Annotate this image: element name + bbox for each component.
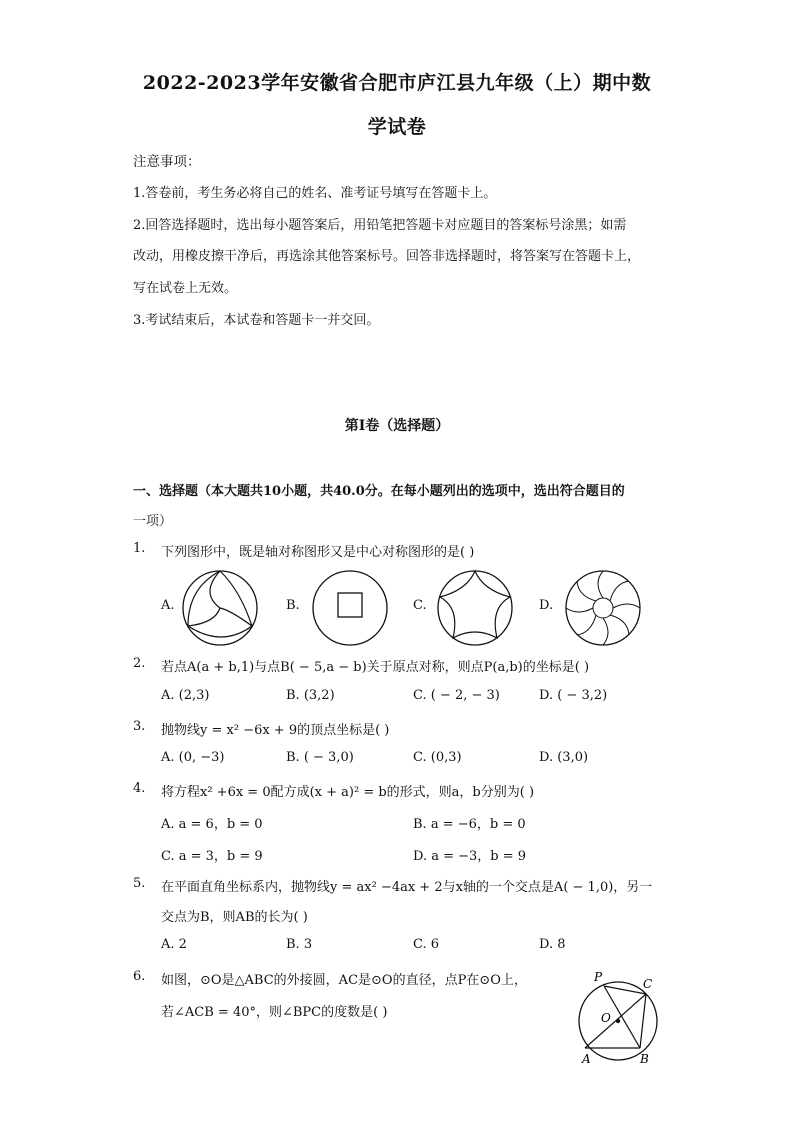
option-b: B. 3 <box>286 937 313 952</box>
question-text: 将方程x² +6x = 0配方成(x + a)² = b的形式，则a，b分别为( ) <box>161 785 535 800</box>
figure-q6-circle <box>572 966 672 1068</box>
question-number: 2. <box>133 656 146 671</box>
question-text: 在平面直角坐标系内，抛物线y = ax² −4ax + 2与x轴的一个交点是A( − 1,0)，另一 <box>161 880 653 895</box>
notice-heading: 注意事项： <box>133 154 201 170</box>
part-heading-line2: 一项） <box>133 514 173 529</box>
option-c: C. 6 <box>413 937 440 952</box>
question-number: 5. <box>133 876 146 891</box>
option-c: C. a = 3，b = 9 <box>161 849 263 864</box>
option-a: A. a = 6，b = 0 <box>161 817 263 832</box>
notice-line-3: 改动，用橡皮擦干净后，再选涂其他答案标号。回答非选择题时，将答案写在答题卡上， <box>133 249 641 264</box>
question-text: 如图，⊙O是△ABC的外接圆，AC是⊙O的直径，点P在⊙O上， <box>161 973 527 988</box>
question-text-cont: 若∠ACB = 40°，则∠BPC的度数是( ) <box>161 1005 388 1020</box>
label-o: O <box>601 1011 611 1025</box>
option-label-a: A. <box>161 598 175 613</box>
option-b: B. a = −6，b = 0 <box>413 817 526 832</box>
notice-line-5: 3.考试结束后，本试卷和答题卡一并交回。 <box>133 313 380 328</box>
label-b: B <box>640 1052 649 1066</box>
figure-a-circle-arcs <box>180 568 260 648</box>
notice-line-2: 2.回答选择题时，选出每小题答案后，用铅笔把答题卡对应题目的答案标号涂黑；如需 <box>133 218 627 233</box>
option-a: A. (2,3) <box>161 688 210 703</box>
figure-d-circle-spiral <box>563 568 643 648</box>
label-a: A <box>582 1052 591 1066</box>
option-d: D. (3,0) <box>539 750 589 765</box>
question-number: 6. <box>133 969 146 984</box>
figure-b-circle-square <box>310 568 390 648</box>
question-number: 4. <box>133 781 146 796</box>
option-d: D. a = −3，b = 9 <box>413 849 527 864</box>
question-text: 抛物线y = x² −6x + 9的顶点坐标是( ) <box>161 723 390 738</box>
option-c: C. (0,3) <box>413 750 462 765</box>
option-a: A. 2 <box>161 937 187 952</box>
option-a: A. (0, −3) <box>161 750 225 765</box>
paper-title-line1: 2022-2023学年安徽省合肥市庐江县九年级（上）期中数 <box>142 72 652 94</box>
option-b: B. (3,2) <box>286 688 335 703</box>
part-heading-line1: 一、选择题（本大题共10小题，共40.0分。在每小题列出的选项中，选出符合题目的 <box>133 484 625 499</box>
option-b: B. ( − 3,0) <box>286 750 354 765</box>
option-d: D. ( − 3,2) <box>539 688 608 703</box>
question-number: 1. <box>133 541 146 556</box>
figure-c-circle-star <box>435 568 515 648</box>
question-text: 若点A(a + b,1)与点B( − 5,a − b)关于原点对称，则点P(a,b)的坐标是( ) <box>161 660 590 675</box>
question-text: 下列图形中，既是轴对称图形又是中心对称图形的是( ) <box>161 545 475 560</box>
question-number: 3. <box>133 719 146 734</box>
option-d: D. 8 <box>539 937 566 952</box>
option-c: C. ( − 2, − 3) <box>413 688 500 703</box>
section-title: 第Ⅰ卷（选择题） <box>344 418 450 434</box>
option-label-b: B. <box>286 598 300 613</box>
paper-title-line2: 学试卷 <box>367 116 427 138</box>
notice-line-1: 1.答卷前，考生务必将自己的姓名、准考证号填写在答题卡上。 <box>133 186 497 201</box>
option-label-d: D. <box>539 598 554 613</box>
option-label-c: C. <box>413 598 427 613</box>
label-p: P <box>594 970 603 984</box>
notice-line-4: 写在试卷上无效。 <box>133 281 238 296</box>
label-c: C <box>643 977 653 991</box>
question-text-cont: 交点为B，则AB的长为( ) <box>161 910 308 925</box>
